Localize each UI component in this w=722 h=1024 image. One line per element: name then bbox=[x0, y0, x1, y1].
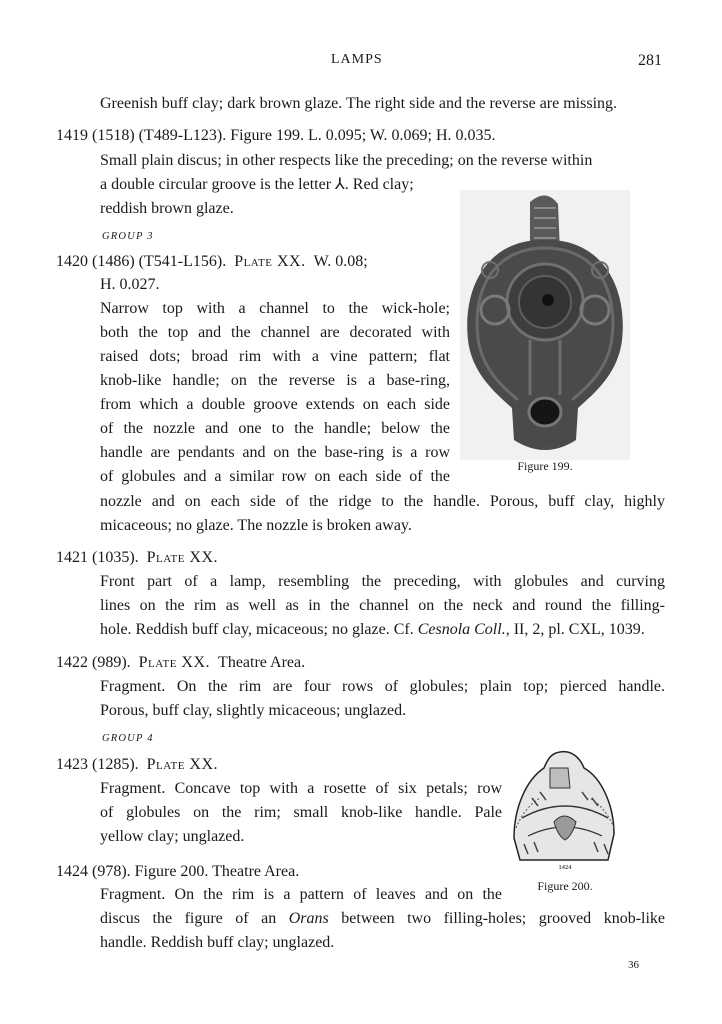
entry-1421-text: lines on the rim as well as in the channel on the neck and round the filling- bbox=[100, 597, 665, 614]
lamp-photo bbox=[460, 190, 630, 460]
figure-199-number: 1419 bbox=[538, 445, 552, 452]
signature-mark: 36 bbox=[628, 959, 639, 971]
figure-200-caption: Figure 200. bbox=[537, 879, 593, 893]
entry-1421-text bbox=[100, 618, 645, 642]
entry-1423-text: Fragment. Concave top with a rosette of six petals; row bbox=[100, 780, 502, 797]
entry-1421-text: Front part of a lamp, resembling the preceding, with globules and curving bbox=[100, 573, 665, 590]
entry-refs: (989). bbox=[92, 654, 131, 671]
entry-number: 1422 bbox=[56, 654, 88, 671]
dimensions: H. 0.027. bbox=[100, 276, 160, 293]
plate-ref: Plate XX. bbox=[146, 756, 219, 773]
entry-1419-text: Small plain discus; in other respects like the preceding; on the reverse within bbox=[100, 152, 593, 169]
plate-ref: Plate XX. bbox=[146, 549, 219, 566]
entry-1420-text: handle are pendants and on the base-ring is a row bbox=[100, 444, 450, 461]
citation-title: Cesnola Coll., bbox=[417, 621, 510, 638]
figure-199-caption: Figure 199. bbox=[517, 459, 573, 473]
entry-refs: (1035). bbox=[92, 549, 139, 566]
entry-1420-heading bbox=[56, 250, 368, 274]
figure-199 bbox=[460, 190, 630, 460]
entry-1423-heading bbox=[56, 753, 218, 777]
entry-1420-text: micaceous; no glaze. The nozzle is broken away. bbox=[100, 517, 412, 534]
entry-1419-heading: 1419 (1518) (T489-L123). Figure 199. L. 0.095; W. 0.069; H. 0.035. bbox=[56, 127, 496, 144]
dimensions: W. 0.08; bbox=[313, 253, 368, 270]
entry-1420-text: Narrow top with a channel to the wick-hole; bbox=[100, 300, 450, 317]
entry-number: 1421 bbox=[56, 549, 88, 566]
text-run: between two filling-holes; grooved knob-like bbox=[341, 910, 666, 927]
entry-1419-text: a double circular groove is the letter ⅄. Red clay; bbox=[100, 176, 414, 193]
entry-1420-text: nozzle and on each side of the ridge to the handle. Porous, buff clay, highly bbox=[100, 493, 665, 510]
entry-1420-text: of globules and a similar row on each side of the bbox=[100, 468, 450, 485]
fragment-drawing bbox=[510, 748, 620, 863]
figure-term: Orans bbox=[288, 910, 329, 927]
entry-1422-heading bbox=[56, 651, 305, 675]
group-heading: GROUP 3 bbox=[102, 231, 154, 242]
entry-1424-text bbox=[100, 907, 665, 931]
entry-number: 1423 bbox=[56, 756, 88, 773]
entry-number: 1420 bbox=[56, 253, 88, 270]
entry-1420-text: knob-like handle; on the reverse is a base-ring, bbox=[100, 372, 450, 389]
figure-200 bbox=[510, 748, 620, 878]
find-spot: Theatre Area. bbox=[218, 654, 306, 671]
entry-1421-heading bbox=[56, 546, 218, 570]
text-run: hole. Reddish buff clay, micaceous; no glaze. Cf. bbox=[100, 621, 414, 638]
entry-1420-text: of the nozzle and one to the handle; below the bbox=[100, 420, 450, 437]
entry-1419-text: reddish brown glaze. bbox=[100, 200, 234, 217]
plate-ref: Plate XX. bbox=[234, 253, 306, 270]
group-heading: GROUP 4 bbox=[102, 733, 154, 744]
entry-1420-text: from which a double groove extends on each side bbox=[100, 396, 450, 413]
entry-1420-text: both the top and the channel are decorated with bbox=[100, 324, 450, 341]
entry-1422-text: Porous, buff clay, slightly micaceous; unglazed. bbox=[100, 702, 407, 719]
continuation-line: Greenish buff clay; dark brown glaze. The right side and the reverse are missing. bbox=[100, 95, 618, 112]
entry-refs: (1285). bbox=[92, 756, 139, 773]
plate-ref: Plate XX. bbox=[138, 654, 211, 671]
page-number: 281 bbox=[638, 52, 662, 69]
entry-refs: (1486) (T541-L156). bbox=[92, 253, 227, 270]
entry-1424-text: Fragment. On the rim is a pattern of leaves and on the bbox=[100, 886, 502, 903]
entry-1424-heading: 1424 (978). Figure 200. Theatre Area. bbox=[56, 863, 300, 880]
entry-1424-text: handle. Reddish buff clay; unglazed. bbox=[100, 934, 335, 951]
figure-200-number: 1424 bbox=[558, 864, 572, 871]
running-head: LAMPS bbox=[331, 52, 383, 67]
text-run: discus the figure of an bbox=[100, 910, 277, 927]
entry-1422-text: Fragment. On the rim are four rows of globules; plain top; pierced handle. bbox=[100, 678, 665, 695]
entry-1420-text: raised dots; broad rim with a vine pattern; flat bbox=[100, 348, 450, 365]
entry-1423-text: yellow clay; unglazed. bbox=[100, 828, 245, 845]
text-run: II, 2, pl. CXL, 1039. bbox=[513, 621, 645, 638]
entry-1423-text: of globules on the rim; small knob-like handle. Pale bbox=[100, 804, 502, 821]
